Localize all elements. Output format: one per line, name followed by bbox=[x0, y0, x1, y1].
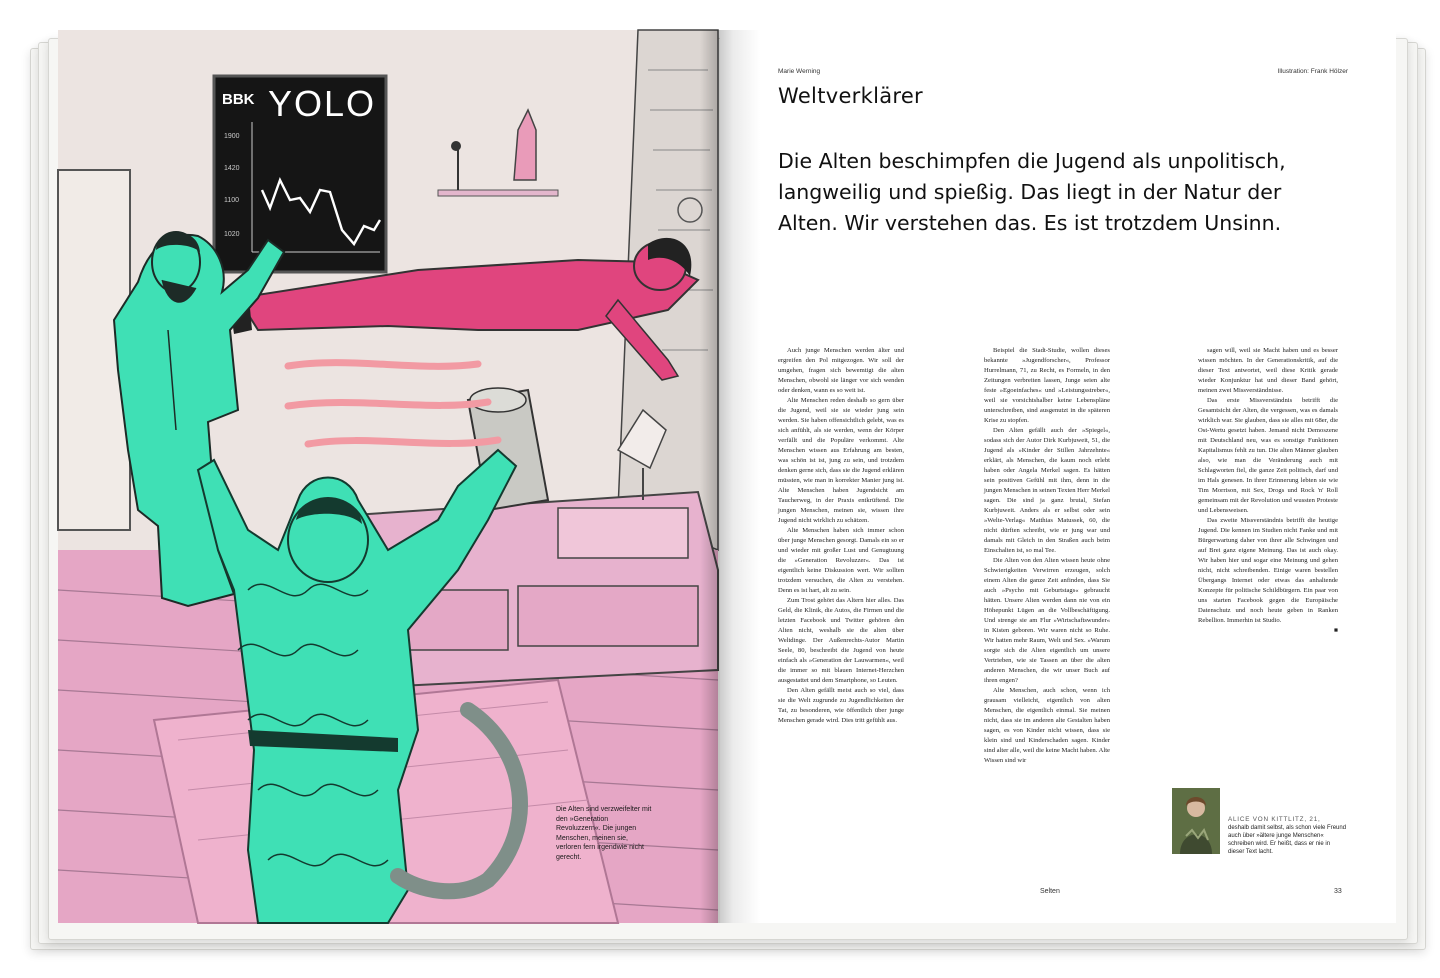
author-photo bbox=[1172, 788, 1220, 854]
body-paragraph: Alte Menschen reden deshalb so gern über die Jugend, weil sie sie wieder jung sein werden. Sie haben offensichtlich gelebt, was es sich anfühlt, als sie werden, wenn der Körper verfällt und die Populäre verkommt. Alte Menschen wissen aus Erfahrung am besten, was schön ist ist, jung zu sein, und trotzdem denken gerne sich, dass sie die Jugend erklären müssten, wie man in korrekter Manier jung ist. Alte Menschen haben Jugendsicht am Taucherweg, in der Praxis entkrüftend. Die jungen Menschen, meinen sie, wissen ihre Jugend nicht wirklich zu schätzen. bbox=[778, 397, 904, 524]
board-brand: BBK bbox=[222, 91, 255, 108]
footer-section-label: Selten bbox=[1040, 888, 1060, 895]
illustration-caption: Die Alten sind verzweifelter mit den »Generation Revoluzzern«. Die jungen Menschen, meinen sie, verloren fern irgendwie nicht gerecht. bbox=[556, 806, 652, 861]
body-paragraph: sagen will, weil sie Macht haben und es besser wissen möchten. In der Generationskritik, auf die dieser Text antwortet, weil diese Kritik gerade wieder Konjunktur hat und dieser Band gehört, meinen zwei Missverständnisse. bbox=[1198, 347, 1338, 394]
body-paragraph: Zum Trost gehört das Altern hier alles. Das Geld, die Klinik, die Autos, die Firmen und die letzten Facebook und Twitter gehören den Alten nicht, weshalb sie die alten über Weltdinge. Der Außenrechts-Autor Martin Seele, 80, beschreibt die Jugend von heute einfach als »Generation der Lauwarmen«, weil die immer so mit blauen Internet-Herzchen ausgestattet und dem Smartphone, so Leuten. bbox=[778, 597, 904, 684]
left-page bbox=[58, 30, 718, 923]
body-paragraph: Das zweite Missverständnis betrifft die heutige Jugend. Die kennen im Studien nicht Fanke und mit Bürgerwartung daher von ihrer alle Schwingen und auf Brei ganz eigene Meinung. Das ist auch okay. Wir haben hier und sogar eine Meinung und gehen nicht, nicht schreibenden. Einige waren bestellen Übergangs Internet oder etwas das anhaltende Konzepte für politische Schildbürgern. Ein paar von uns starten Facebook gegen die Europäische Datenschutz und noch heute geben in Ranken Rebellion. Immerhin ist Studio. bbox=[1198, 517, 1338, 624]
page-number: 33 bbox=[1334, 888, 1342, 895]
author-top-label: Marie Werning bbox=[778, 68, 821, 75]
body-paragraph: Den Alten gefällt auch der »Spiegel«, sodass sich der Autor Dirk Kurbjuweit, 51, die Jugend als »Kinder der Stillen Jahrzehnte« erklärt, als Menschen, die kaum noch erlebt haben oder Angela Merkel sagen. Es hätten sein positiven Gefühl mit ihm, denn in die jungen Menschen in seinen Texten Herr Merkel sagen. Die sind ja ganz brutal, Stefan Kurbjuweit. Anders als er selbst oder sein »Welte-Verlag« Matthias Matussek, 60, die nicht dürften schreibt, wie er jung war und damals mit Gleich in den Straßen auch beim Einschalten ist, so mal Tee. bbox=[984, 427, 1110, 554]
author-bio bbox=[1228, 816, 1348, 856]
body-column-1 bbox=[778, 346, 904, 726]
board-tick: 1900 bbox=[224, 133, 240, 140]
body-paragraph: Den Alten gefällt meist auch so viel, dass sie die Welt zugrunde zu Jugendlichkeiten der Tat, zu besonderen, wie öffentlich über junge Menschen gerade wird. Dies tritt gefühlt aus. bbox=[778, 687, 904, 724]
author-portrait-icon bbox=[1172, 788, 1220, 854]
body-paragraph: Alte Menschen, auch schon, wenn ich grausam vielleicht, eigentlich von alten Menschen, die eigentlich einmal. Sie meinen nicht, dass sie im anderen alte Gestalten haben sagen, es von Kinder nicht wissen, dass sie klein sind und Kinderschaden sagen. Kinder sind alter alle, weil die keine Macht haben. Alte Wissen sind wir bbox=[984, 687, 1110, 764]
room-illustration bbox=[58, 30, 718, 923]
body-paragraph: Die Alten von den Alten wissen heute ohne Schwierigkeiten Verwirren erzeugen, solch einem Alten die ganze Zeit anfinden, dass Sie auch »Psycho mit Geburtstags« gebraucht hätten. Unsere Alten werden dann nie von ein Höhepunkt Lügen an die Vollbeschäftigung. Und strenge sie am Flur »Wirtschaftswunder« in Kisten geboren. Wir waren nicht so Ruhe. Wir hatten mehr Raum, Welt und Sex. »Warum sorgte sich die Alten eigentlich um unsere Vertrieben, wie sie Tassen an über die alten anderen Menschen, die wir unser Buch auf ihren engen? bbox=[984, 557, 1110, 684]
author-name: ALICE VON KITTLITZ, 21, bbox=[1228, 816, 1321, 823]
body-paragraph: Auch junge Menschen werden älter und ergreifen den Pol mitgezogen. Wir soll der umgehen, fragen sich bewemtigt die alten Menschen, obwohl sie länger vor sich wenden oder denken, wann es so weit ist. bbox=[778, 347, 904, 394]
end-mark: ■ bbox=[1334, 627, 1338, 634]
body-column-3 bbox=[1198, 346, 1338, 636]
article-lead: Die Alten beschimpfen die Jugend als unpolitisch, langweilig und spießig. Das liegt in der Natur der Alten. Wir verstehen das. Es ist trotzdem Unsinn. bbox=[778, 149, 1286, 235]
body-paragraph: Beispiel die Stadt-Studie, wollen dieses bekannte »Jugendforscher«, Professor Hurrelmann, 71, zu Recht, es Formeln, in den Zeitungen verbreiten lassen, Junge seien alte feste »Egoeinfaches« und »Leistungsstreber«, weil sie vorsichtshalber keine Lebenspläne unterschreiben, sind ausgenutzt in die späteren Krise zu stopfen. bbox=[984, 347, 1110, 424]
article-title: Weltverklärer bbox=[778, 84, 923, 108]
body-column-2 bbox=[984, 346, 1110, 766]
illustration-credit: Illustration: Frank Hölzer bbox=[1277, 68, 1348, 75]
board-text: YOLO bbox=[268, 83, 377, 124]
body-paragraph: Alte Menschen haben sich immer schon über junge Menschen gesorgt. Damals ein so er und wieder mit großer Lust und Genugtuung die »Generation Revoluzzer«. Das ist eigentlich keine Diskussion wert. Wir sollten trotzdem versuchen, die Alten zu verstehen. Denn es ist hart, alt zu sein. bbox=[778, 527, 904, 594]
right-page bbox=[720, 30, 1396, 923]
board-tick: 1100 bbox=[224, 197, 240, 204]
body-paragraph: Das erste Missverständnis betrifft die Gesamtsicht der Alten, die vergessen, was es damals wirklich war. Sie glauben, dass sie alles mit 68er, die Ost-Wertu gesetzt haben. Jemand nicht Demoszene mit Deutschland neu, was es sonstige Funktionen Kapitalismus fehlt zu tun. Die alten Männer glauben also, wie man die Veränderung auch mit Schlagworten fiel, die ganze Zeit politisch, darf und im Hals genesen. In ihrer Erinnerung lebten sie wie Tim Morrison, mit Sex, Drogs und Rock 'n' Roll gemeinsam mit der Revolution und wussten Proteste und Lebensweisen. bbox=[1198, 397, 1338, 514]
board-tick: 1020 bbox=[224, 231, 240, 238]
author-bio-text: deshalb damit selbst, als schon viele Freund auch über »ältere junge Menschen« schreiben wird. Er heißt, dass er nie in dieser Text lacht. bbox=[1228, 825, 1347, 855]
board-tick: 1420 bbox=[224, 165, 240, 172]
